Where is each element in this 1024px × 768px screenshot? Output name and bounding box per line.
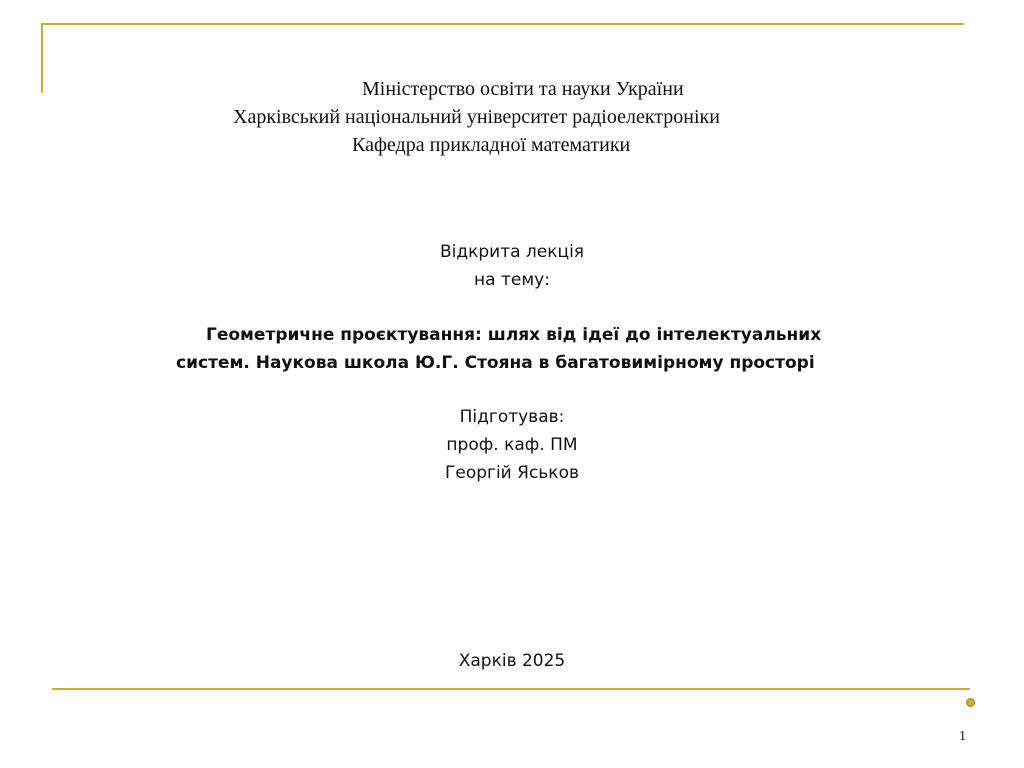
lecture-title-line-1: Геометричне проєктування: шлях від ідеї до інтелектуальних	[206, 325, 822, 345]
bottom-rule	[52, 688, 970, 690]
author-position: проф. каф. ПМ	[446, 435, 578, 455]
lecture-title-line-2: систем. Наукова школа Ю.Г. Стояна в багатовимірному просторі	[176, 353, 815, 373]
author-name: Георгій Яськов	[445, 463, 579, 483]
place-year: Харків 2025	[458, 651, 566, 671]
top-rule	[41, 23, 964, 25]
lecture-label: Відкрита лекція	[439, 242, 585, 262]
department-line: Кафедра прикладної математики	[352, 134, 631, 156]
bullet-dot	[966, 698, 975, 707]
page-number: 1	[959, 729, 966, 744]
ministry-line: Міністерство освіти та науки України	[362, 78, 684, 100]
left-rule	[41, 23, 43, 93]
prepared-by-label: Підготував:	[459, 407, 565, 427]
university-line: Харківський національний університет радіоелектроніки	[233, 106, 720, 128]
lecture-subject-label: на тему:	[474, 270, 550, 290]
